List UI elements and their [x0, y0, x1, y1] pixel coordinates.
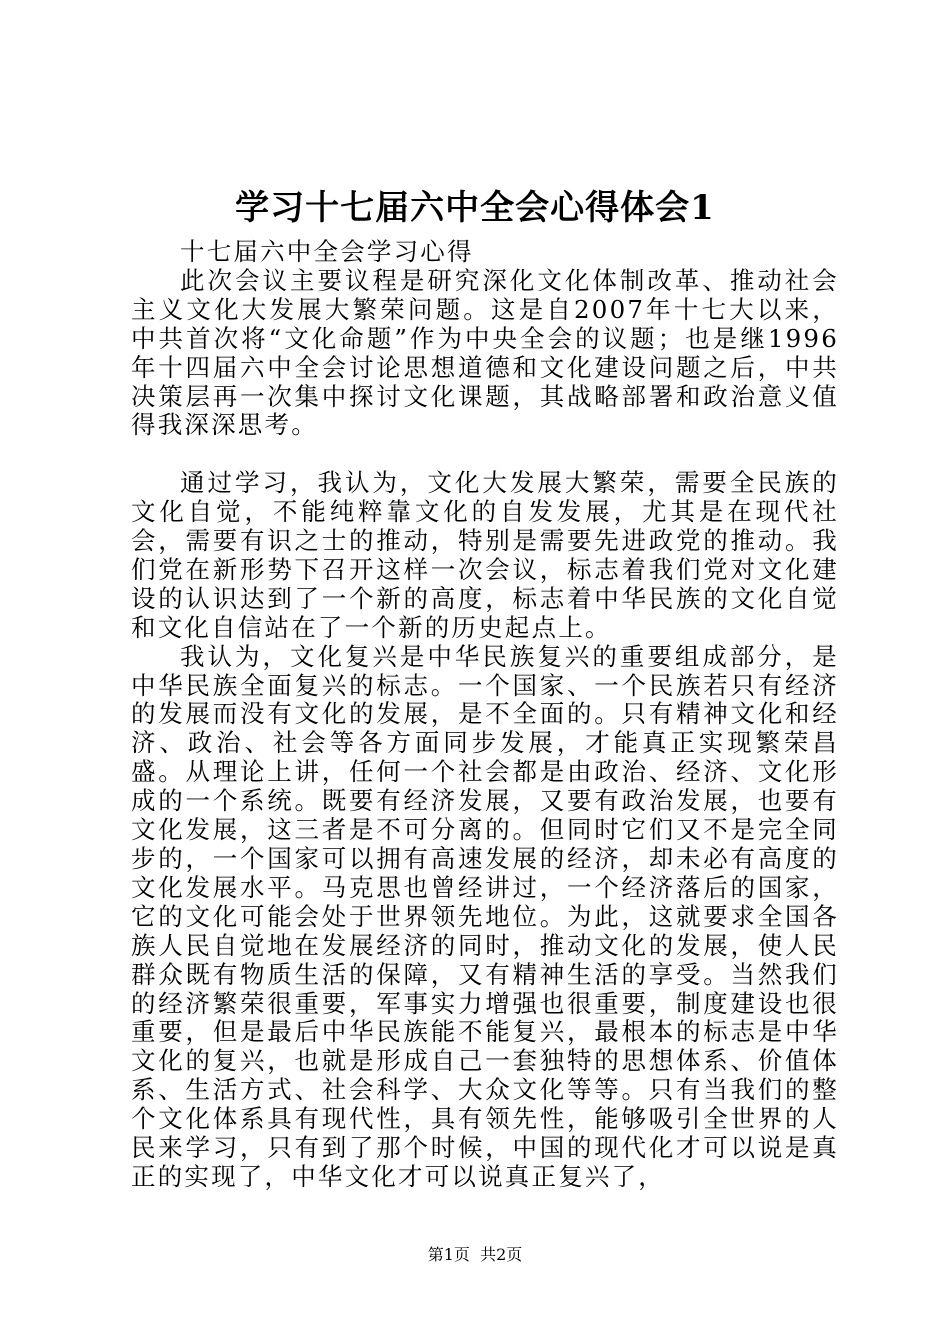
page-number-footer: 第1页 共2页: [427, 1245, 523, 1264]
paragraph-2: 通过学习，我认为，文化大发展大繁荣，需要全民族的文化自觉，不能纯粹靠文化的自发发展，尤其是在现代社会，需要有识之士的推动，特别是需要先进政党的推动。我们党在新形势下召开这样一次会议，标志着我们党对文化建设的认识达到了一个新的高度，标志着中华民族的文化自觉和文化自信站在了一个新的历史起点上。: [131, 468, 839, 642]
paragraph-1: 此次会议主要议程是研究深化文化体制改革、推动社会主义文化大发展大繁荣问题。这是自2007年十七大以来，中共首次将“文化命题”作为中央全会的议题；也是继1996年十四届六中全会讨论思想道德和文化建设问题之后，中共决策层再一次集中探讨文化课题，其战略部署和政治意义值得我深深思考。: [131, 265, 839, 440]
document-body: [131, 238, 839, 1192]
subtitle: 十七届六中全会学习心得: [180, 237, 474, 266]
paragraph-3: 我认为，文化复兴是中华民族复兴的重要组成部分，是中华民族全面复兴的标志。一个国家、一个民族若只有经济的发展而没有文化的发展，是不全面的。只有精神文化和经济、政治、社会等各方面同步发展，才能真正实现繁荣昌盛。从理论上讲，任何一个社会都是由政治、经济、文化形成的一个系统。既要有经济发展，又要有政治发展，也要有文化发展，这三者是不可分离的。但同时它们又不是完全同步的，一个国家可以拥有高速发展的经济，却未必有高度的文化发展水平。马克思也曾经讲过，一个经济落后的国家，它的文化可能会处于世界领先地位。为此，这就要求全国各族人民自觉地在发展经济的同时，推动文化的发展，使人民群众既有物质生活的保障，又有精神生活的享受。当然我们的经济繁荣很重要，军事实力增强也很重要，制度建设也很重要，但是最后中华民族能不能复兴，最根本的标志是中华文化的复兴，也就是形成自己一套独特的思想体系、价值体系、生活方式、社会科学、大众文化等等。只有当我们的整个文化体系具有现代性，具有领先性，能够吸引全世界的人民来学习，只有到了那个时候，中国的现代化才可以说是真正的实现了，中华文化才可以说真正复兴了，: [131, 641, 839, 1191]
page-title: 学习十七届六中全会心得体会1: [235, 188, 715, 228]
